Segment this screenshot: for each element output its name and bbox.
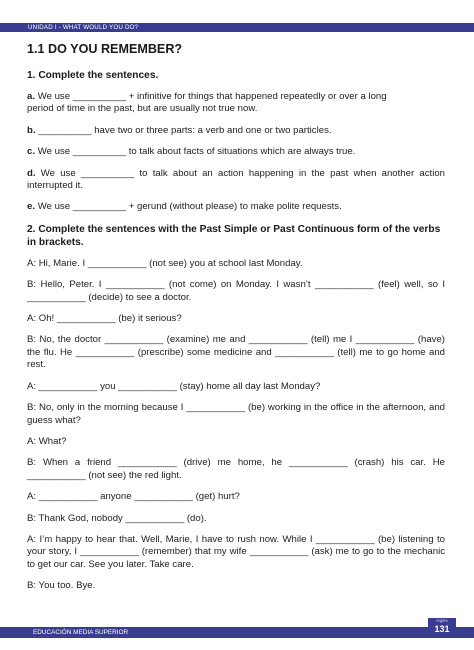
item-text: We use __________ to talk about an action happening in the past when another action interrupted it.: [27, 167, 445, 192]
dialogue-line: B: No, only in the morning because I ___________ (be) working in the office in the afternoon, and guess what?: [27, 402, 445, 426]
dialogue-line: B: No, the doctor ___________ (examine) me and ___________ (tell) me I ___________ (have) the flu. He ___________ (prescribe) some medicine and ___________ (tell) me to go home and rest.: [27, 334, 445, 371]
dialogue-line: B: You too. Bye.: [27, 580, 96, 592]
dialogue-line: A: What?: [27, 435, 67, 447]
footer-label: EDUCACIÓN MEDIA SUPERIOR: [33, 629, 129, 636]
item-text: __________ have two or three parts: a verb and one or two particles.: [38, 124, 332, 136]
sentence-item-e: [27, 201, 445, 213]
item-letter: b.: [27, 124, 36, 136]
sentence-item-d: [27, 168, 445, 193]
unit-label: UNIDAD I - WHAT WOULD YOU DO?: [28, 24, 139, 31]
dialogue-line: A: ___________ you ___________ (stay) home all day last Monday?: [27, 380, 321, 392]
page-caption: Inglés: [436, 618, 448, 623]
item-text-end: period of time in the past, but are usually not true now.: [27, 103, 258, 115]
section1-heading: 1. Complete the sentences.: [27, 70, 159, 81]
worksheet-content: [27, 42, 445, 602]
unit-header-bar: [0, 23, 474, 32]
dialogue-line: B: Thank God, nobody ___________ (do).: [27, 512, 207, 524]
dialogue-line: A: I’m happy to hear that. Well, Marie, I have to rush now. While I ___________ (be) listening to your story, I ___________ (remember) that my wife ___________ (ask) me to go to the mechanic to get our car. See you later. Take care.: [27, 533, 445, 570]
dialogue-line: A: Oh! ___________ (be) it serious?: [27, 313, 182, 325]
section2-heading: 2. Complete the sentences with the Past Simple or Past Continuous form of the verbs in brackets.: [27, 223, 441, 248]
sentence-item-b: [27, 125, 445, 137]
item-letter: e.: [27, 201, 36, 213]
page-number: 131: [434, 624, 450, 634]
item-text: We use __________ to talk about facts of situations which are always true.: [37, 146, 356, 158]
item-letter: d.: [27, 167, 36, 179]
page-number-box: [428, 618, 456, 638]
item-text: We use __________ + infinitive for things that happened repeatedly or over a long: [37, 91, 387, 102]
dialogue-line: B: When a friend ___________ (drive) me home, he ___________ (crash) his car. He ___________ (not see) the red light.: [27, 457, 445, 481]
sentence-item-c: [27, 146, 445, 158]
dialogue-line: A: Hi, Marie. I ___________ (not see) you at school last Monday.: [27, 257, 303, 269]
dialogue-line: A: ___________ anyone ___________ (get) hurt?: [27, 491, 240, 503]
item-letter: c.: [27, 146, 36, 158]
dialogue-line: B: Hello, Peter. I ___________ (not come) on Monday. I wasn’t ___________ (feel) well, so I ___________ (decide) to see a doctor.: [27, 279, 445, 303]
item-text: We use __________ + gerund (without please) to make polite requests.: [37, 201, 342, 213]
page-title: 1.1 DO YOU REMEMBER?: [27, 42, 183, 56]
item-letter: a.: [27, 91, 36, 102]
footer-bar: [0, 627, 474, 638]
sentence-item-a: [27, 91, 445, 116]
